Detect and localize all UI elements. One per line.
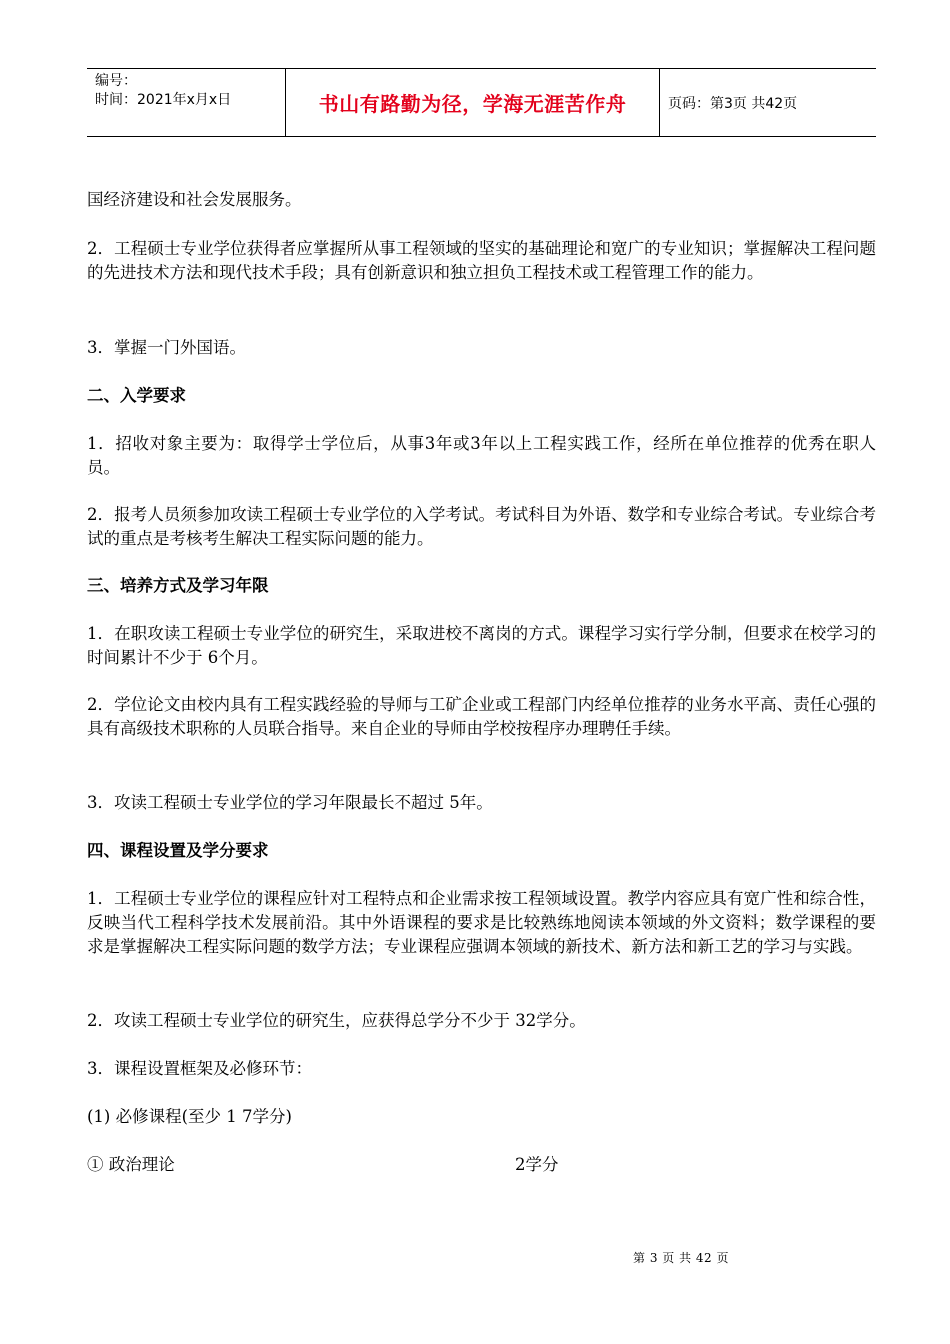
header-motto: 书山有路勤为径，学海无涯苦作舟 <box>286 69 660 136</box>
document-date: 时间：2021年x月x日 <box>95 92 232 108</box>
body-paragraph: (1) 必修课程(至少 1 7学分) <box>87 1107 292 1126</box>
header-meta <box>87 69 286 136</box>
page-footer: 第 3 页 共 42 页 <box>633 1251 729 1265</box>
body-paragraph: 2．报考人员须参加攻读工程硕士专业学位的入学考试。考试科目为外语、数学和专业综合考试。专业综合考试的重点是考核考生解决工程实际问题的能力。 <box>87 505 876 548</box>
body-paragraph: 3．掌握一门外国语。 <box>87 338 246 357</box>
body-paragraph: 2．工程硕士专业学位获得者应掌握所从事工程领域的坚实的基础理论和宽广的专业知识；掌握解决工程问题的先进技术方法和现代技术手段；具有创新意识和独立担负工程技术或工程管理工作的能力。 <box>87 239 876 282</box>
body-paragraph: 3．攻读工程硕士专业学位的学习年限最长不超过 5年。 <box>87 793 493 812</box>
course-credits: 2学分 <box>515 1155 559 1174</box>
body-paragraph: 2．攻读工程硕士专业学位的研究生，应获得总学分不少于 32学分。 <box>87 1011 586 1030</box>
course-row <box>87 1153 876 1177</box>
body-paragraph: 1．招收对象主要为：取得学士学位后，从事3年或3年以上工程实践工作，经所在单位推荐的优秀在职人员。 <box>87 434 876 477</box>
section-heading: 三、培养方式及学习年限 <box>87 576 269 595</box>
body-paragraph: 1．工程硕士专业学位的课程应针对工程特点和企业需求按工程领域设置。教学内容应具有宽广性和综合性，反映当代工程科学技术发展前沿。其中外语课程的要求是比较熟练地阅读本领域的外文资料；数学课程的要求是掌握解决工程实际问题的数学方法；专业课程应强调本领域的新技术、新方法和新工艺的学习与实践。 <box>87 889 876 956</box>
body-paragraph: 国经济建设和社会发展服务。 <box>87 190 302 209</box>
course-name: ① 政治理论 <box>87 1155 175 1174</box>
body-paragraph: 1．在职攻读工程硕士专业学位的研究生，采取进校不离岗的方式。课程学习实行学分制，但要求在校学习的时间累计不少于 6个月。 <box>87 624 876 667</box>
header-page-info: 页码：第3页 共42页 <box>668 95 798 112</box>
page-header <box>87 68 876 137</box>
section-heading: 二、入学要求 <box>87 386 186 405</box>
body-paragraph: 2．学位论文由校内具有工程实践经验的导师与工矿企业或工程部门内经单位推荐的业务水平高、责任心强的具有高级技术职称的人员联合指导。来自企业的导师由学校按程序办理聘任手续。 <box>87 695 876 738</box>
document-number-label: 编号： <box>95 73 137 89</box>
body-paragraph: 3．课程设置框架及必修环节： <box>87 1059 312 1078</box>
section-heading: 四、课程设置及学分要求 <box>87 841 269 860</box>
